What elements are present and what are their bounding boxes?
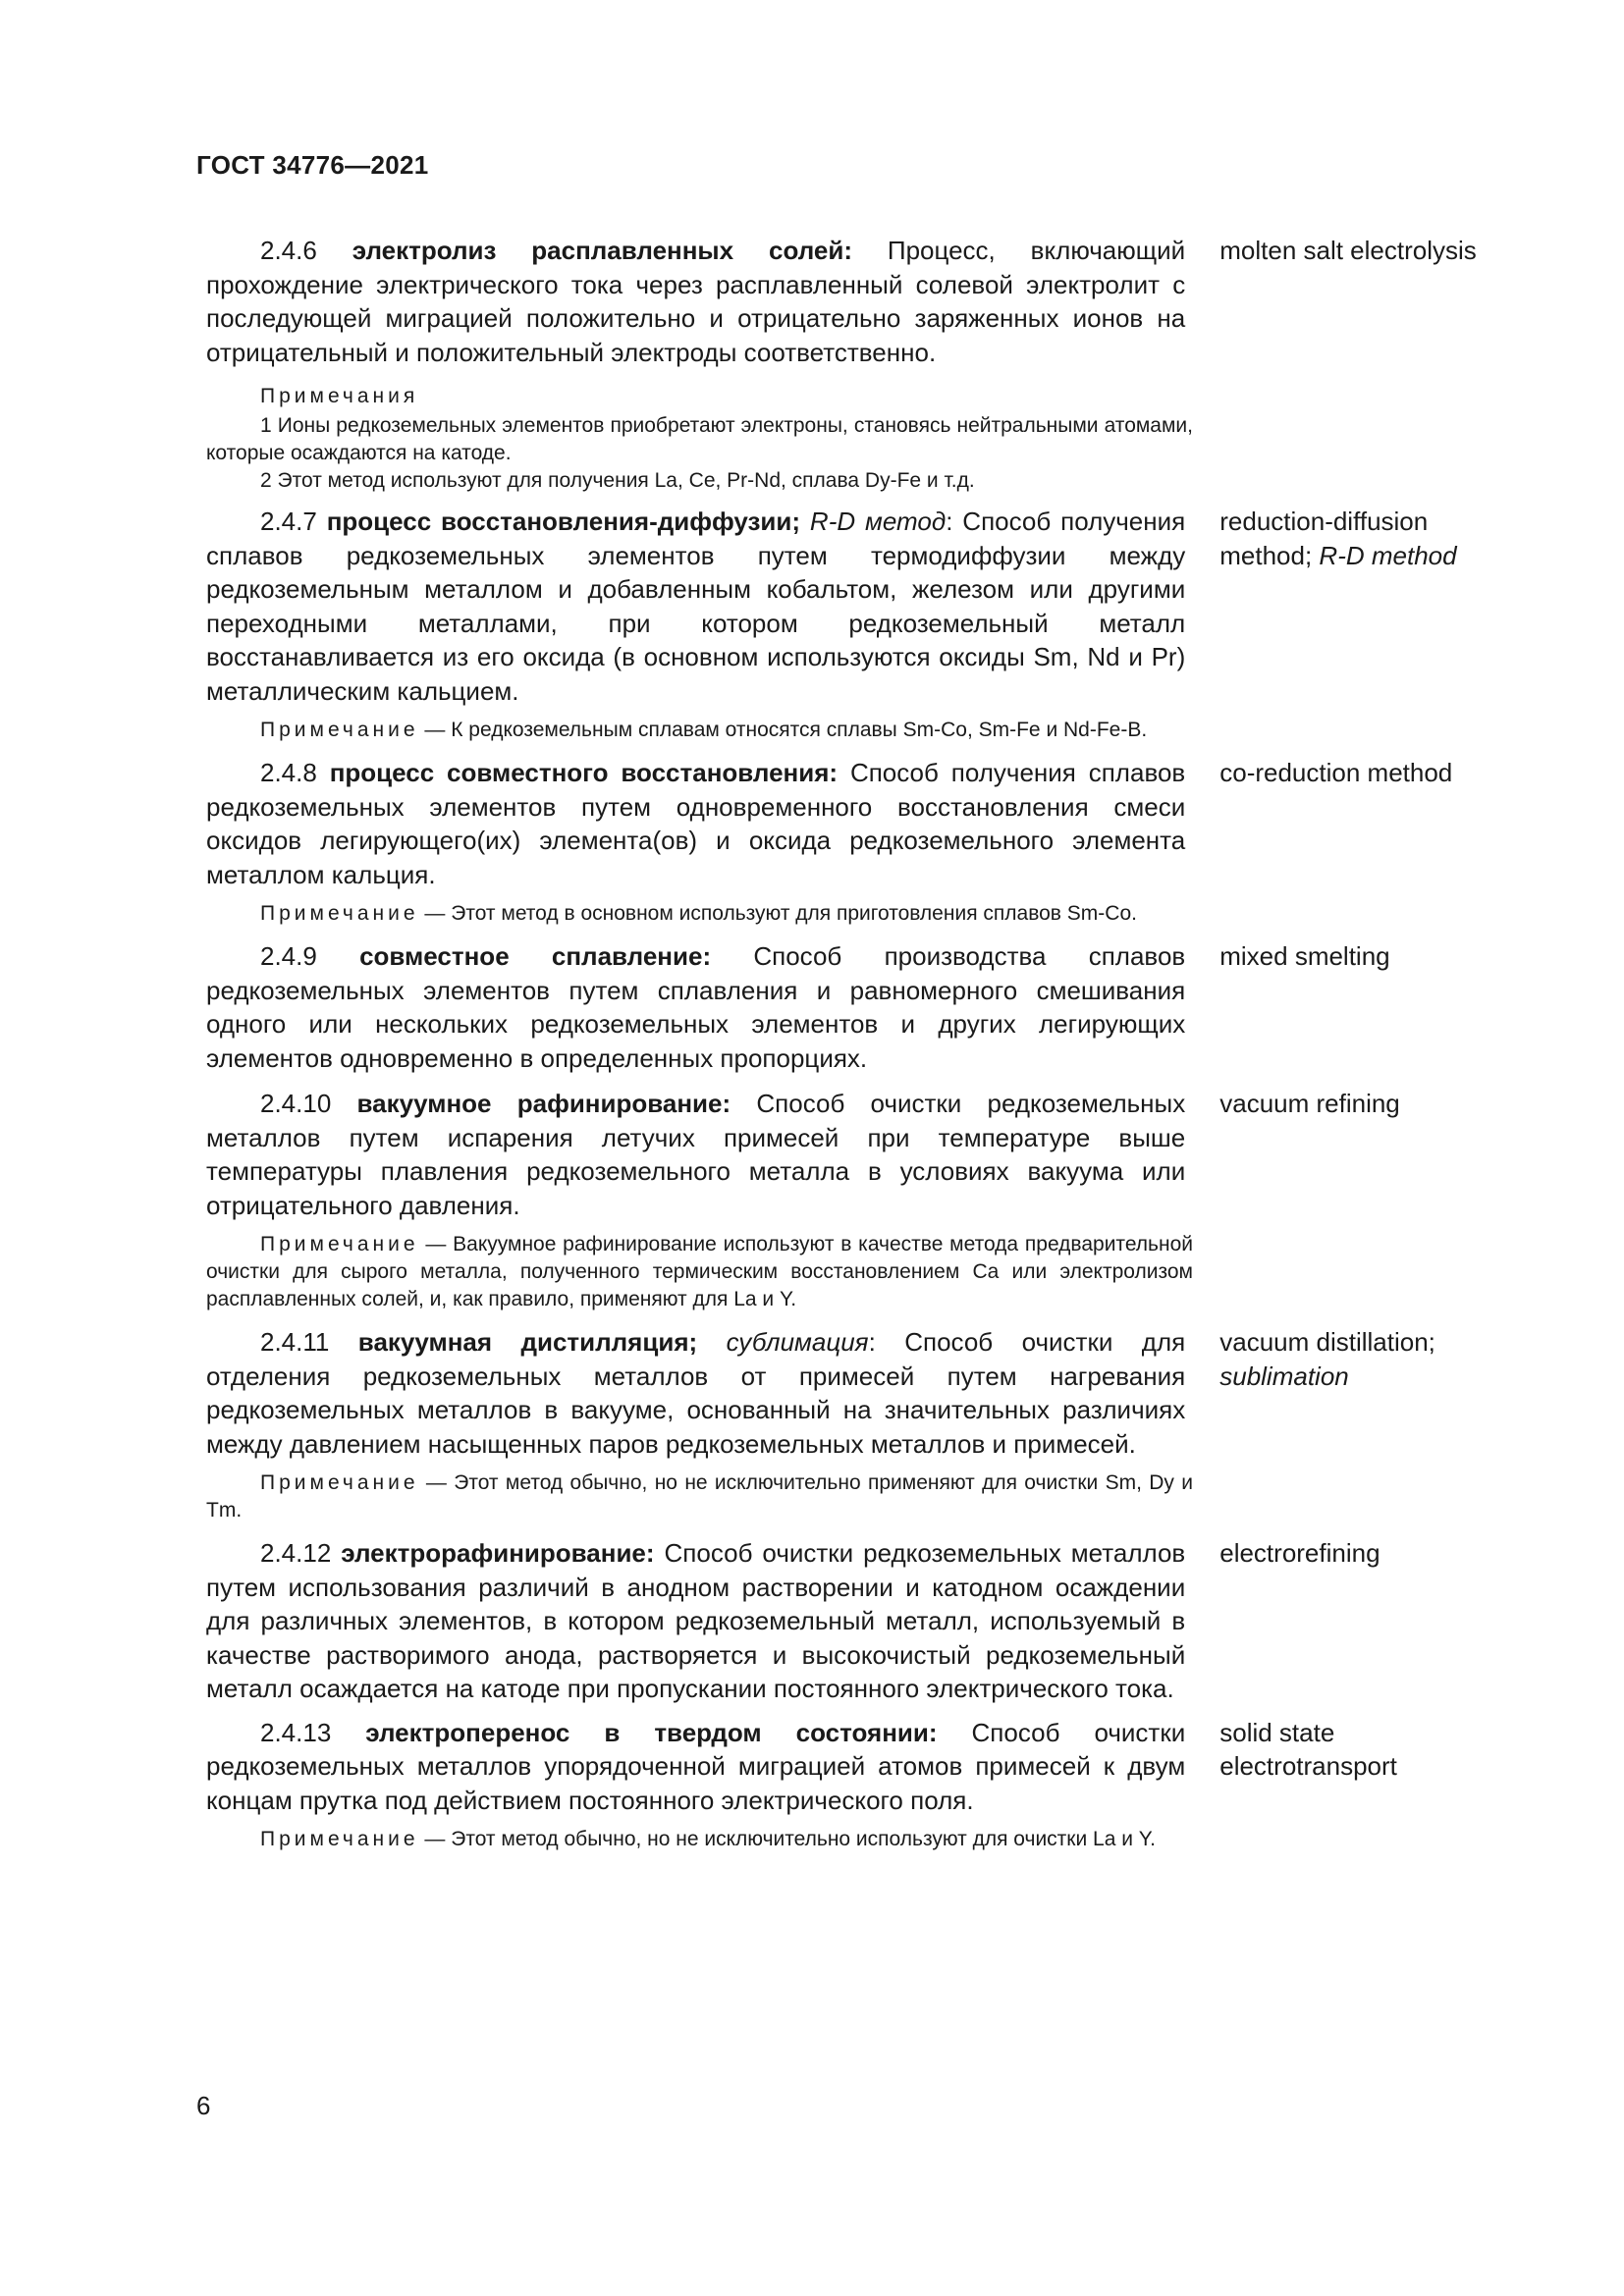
term-number: 2.4.7 [260,507,317,536]
note-2-4-8: Примечание — Этот метод в основном используют для приготовления сплавов Sm-Co. [260,902,1137,925]
term-entry-2-4-13 [206,1716,1502,1818]
definition-text: Способ очистки редкоземельных металлов путем использования различий в анодном растворении и катодном осаждении для различных элементов, в котором редкоземельный металл, используемый в качестве растворимого анода, растворяется и высокочистый редкоземельный металл осаждается на катоде при пропускании постоянного электрического тока. [206,1538,1186,1703]
definition-text: : Способ очистки для отделения редкоземельных металлов от примесей путем нагревания редкоземельных металлов в вакууме, основанный на значительных различиях между давлением насыщенных паров редкоземельных металлов и примесей. [206,1327,1186,1459]
note-title: Примечания [260,385,419,407]
note-2-4-6 [206,383,1193,495]
note-2-4-13: Примечание — Этот метод обычно, но не исключительно используют для очистки La и Y. [260,1828,1156,1850]
term-entry-2-4-12 [206,1536,1502,1706]
english-equivalent: molten salt electrolysis [1219,236,1477,265]
term-number: 2.4.10 [260,1089,332,1118]
term-name: совместное сплавление: [359,941,712,971]
term-definition [206,939,1185,1075]
term-synonym: R-D метод [809,507,947,536]
term-number: 2.4.11 [260,1327,330,1357]
term-number: 2.4.6 [260,236,317,265]
note-2-4-10: Примечание — Вакуумное рафинирование используют в качестве метода предварительной очистки для сырого металла, полученного термическим восстановлением Ca или электролизом расплавленных солей, и, как правило, применяют для La и Y. [206,1233,1193,1310]
document-body [206,234,1502,1853]
term-name: электролиз расплавленных солей: [352,236,852,265]
term-number: 2.4.12 [260,1538,332,1568]
term-definition [206,756,1185,891]
english-equivalent: mixed smelting [1219,941,1390,971]
term-number: 2.4.9 [260,941,317,971]
page-number: 6 [196,2091,211,2120]
english-equivalent: co-reduction method [1219,758,1453,787]
definition-text: Способ производства сплавов редкоземельных элементов путем сплавления и равномерного смешивания одного или нескольких редкоземельных элементов и других легирующих элементов одновременно в определенных пропорциях. [206,941,1186,1073]
term-name: вакуумное рафинирование: [356,1089,731,1118]
term-definition [206,234,1185,369]
term-name: электрорафинирование: [341,1538,655,1568]
term-definition [206,505,1185,708]
term-name: процесс восстановления-диффузии; [326,507,801,536]
term-definition [206,1087,1185,1222]
definition-text: Способ очистки редкоземельных металлов упорядоченной миграцией атомов примесей к двум концам прутка под действием постоянного электрического поля. [206,1717,1186,1815]
definition-text: Способ очистки редкоземельных металлов путем испарения летучих примесей при температуре выше температуры плавления редкоземельного металла в условиях вакуума или отрицательного давления. [206,1089,1186,1220]
english-equivalent: vacuum distillation; sublimation [1219,1327,1435,1391]
term-entry-2-4-7 [206,505,1502,708]
term-entry-2-4-11 [206,1325,1502,1461]
term-name: электроперенос в твердом состоянии: [365,1717,938,1747]
term-number: 2.4.13 [260,1717,332,1747]
term-number: 2.4.8 [260,758,317,787]
english-equivalent: vacuum refining [1219,1089,1400,1118]
term-synonym: сублимация [726,1327,869,1357]
definition-text: Процесс, включающий прохождение электрического тока через расплавленный солевой электролит с последующей миграцией положительно и отрицательно заряженных ионов на отрицательный и положительный электроды соответственно. [206,236,1186,367]
term-entry-2-4-8 [206,756,1502,891]
term-definition [206,1325,1185,1461]
term-name: процесс совместного восстановления: [329,758,839,787]
english-equivalent: solid state electrotransport [1219,1717,1397,1781]
term-definition [206,1716,1185,1818]
note-2-4-7: Примечание — К редкоземельным сплавам относятся сплавы Sm-Co, Sm-Fe и Nd-Fe-B. [260,719,1148,741]
term-name: вакуумная дистилляция; [357,1327,698,1357]
definition-text: : Способ получения сплавов редкоземельных элементов путем термодиффузии между редкоземельным металлом и добавленным кобальтом, железом или другими переходными металлами, при котором редкоземельный металл восстанавливается из его оксида (в основном используются оксиды Sm, Nd и Pr) металлическим кальцием. [206,507,1186,706]
note-line-2: 2 Этот метод используют для получения La, Ce, Pr-Nd, сплава Dy-Fe и т.д. [260,469,975,492]
term-definition [206,1536,1185,1706]
note-line-1: 1 Ионы редкоземельных элементов приобретают электроны, становясь нейтральными атомами, которые осаждаются на катоде. [206,414,1193,464]
english-equivalent: reduction-diffusion method; R-D method [1219,507,1457,570]
document-header: ГОСТ 34776—2021 [196,150,429,180]
note-2-4-11: Примечание — Этот метод обычно, но не исключительно применяют для очистки Sm, Dy и Tm. [206,1471,1193,1522]
term-entry-2-4-6 [206,234,1502,369]
definition-text: Способ получения сплавов редкоземельных элементов путем одновременного восстановления смеси оксидов легирующего(их) элемента(ов) и оксида редкоземельного элемента металлом кальция. [206,758,1186,889]
term-entry-2-4-9 [206,939,1502,1075]
term-entry-2-4-10 [206,1087,1502,1222]
english-equivalent: electrorefining [1219,1538,1380,1568]
